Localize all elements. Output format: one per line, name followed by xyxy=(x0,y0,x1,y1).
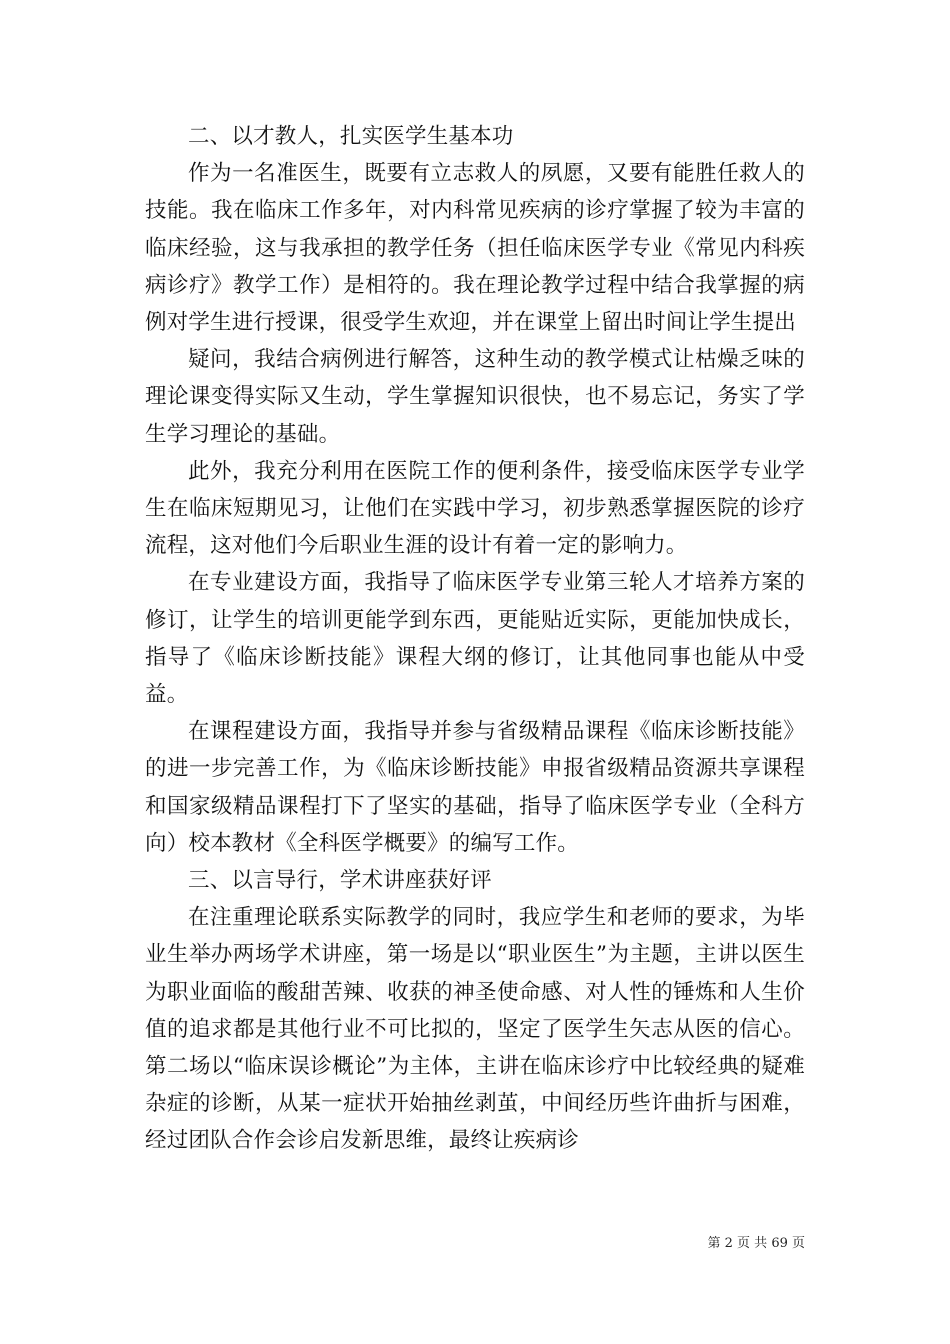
document-body xyxy=(145,118,805,1160)
paragraph: 在注重理论联系实际教学的同时，我应学生和老师的要求，为毕业生举办两场学术讲座，第一场是以“职业医生”为主题，主讲以医生为职业面临的酸甜苦辣、收获的神圣使命感、对人性的锤炼和人生价值的追求都是其他行业不可比拟的，坚定了医学生矢志从医的信心。第二场以“临床误诊概论”为主体，主讲在临床诊疗中比较经典的疑难杂症的诊断，从某一症状开始抽丝剥茧，中间经历些许曲折与困难，经过团队合作会诊启发新思维，最终让疾病诊 xyxy=(145,905,805,1154)
paragraph: 作为一名准医生，既要有立志救人的夙愿，又要有能胜任救人的技能。我在临床工作多年，对内科常见疾病的诊疗掌握了较为丰富的临床经验，这与我承担的教学任务（担任临床医学专业《常见内科疾病诊疗》教学工作）是相符的。我在理论教学过程中结合我掌握的病例对学生进行授课，很受学生欢迎，并在课堂上留出时间让学生提出 xyxy=(145,161,805,336)
page-number-footer: 第 2 页 共 69 页 xyxy=(707,1236,805,1251)
paragraph: 疑问，我结合病例进行解答，这种生动的教学模式让枯燥乏味的理论课变得实际又生动，学生掌握知识很快，也不易忘记，务实了学生学习理论的基础。 xyxy=(145,347,805,447)
paragraph: 在课程建设方面，我指导并参与省级精品课程《临床诊断技能》的进一步完善工作，为《临床诊断技能》申报省级精品资源共享课程和国家级精品课程打下了坚实的基础，指导了临床医学专业（全科方向）校本教材《全科医学概要》的编写工作。 xyxy=(145,719,805,856)
section-heading-3: 三、以言导行，学术讲座获好评 xyxy=(188,868,492,894)
paragraph: 此外，我充分利用在医院工作的便利条件，接受临床医学专业学生在临床短期见习，让他们在实践中学习，初步熟悉掌握医院的诊疗流程，这对他们今后职业生涯的设计有着一定的影响力。 xyxy=(145,458,805,559)
section-heading-2: 二、以才教人，扎实医学生基本功 xyxy=(188,124,514,149)
paragraph: 在专业建设方面，我指导了临床医学专业第三轮人才培养方案的修订，让学生的培训更能学到东西，更能贴近实际，更能加快成长，指导了《临床诊断技能》课程大纲的修订，让其他同事也能从中受益。 xyxy=(145,570,805,708)
